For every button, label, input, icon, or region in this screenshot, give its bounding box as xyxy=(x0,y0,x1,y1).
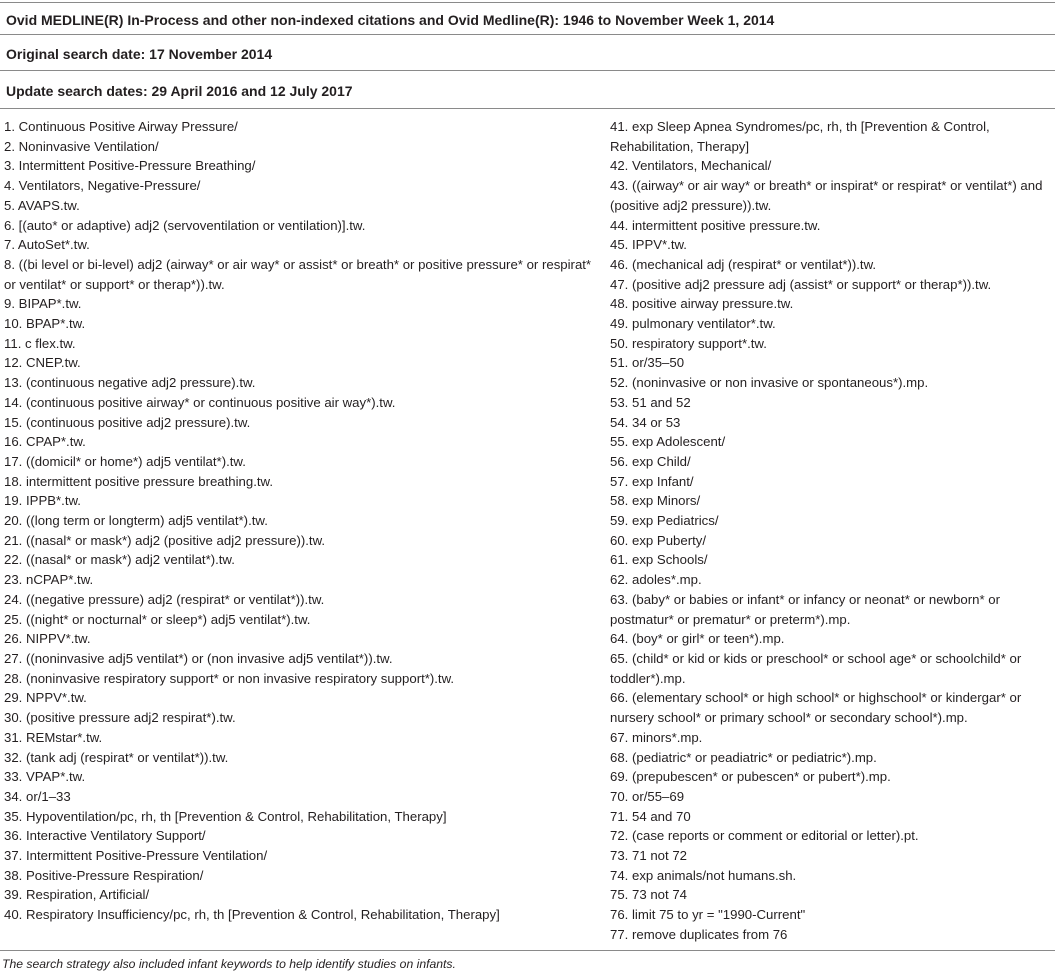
update-search-dates: Update search dates: 29 April 2016 and 12 July 2017 xyxy=(6,83,353,99)
search-line: 2. Noninvasive Ventilation/ xyxy=(4,138,159,154)
search-line: 58. exp Minors/ xyxy=(610,493,701,509)
search-line: 51. or/35–50 xyxy=(610,355,685,371)
search-line: 53. 51 and 52 xyxy=(610,394,691,410)
search-line: 76. limit 75 to yr = "1990-Current" xyxy=(610,907,806,923)
search-line: 38. Positive-Pressure Respiration/ xyxy=(4,867,204,883)
header-divider-1 xyxy=(0,34,1055,35)
search-line: 48. positive airway pressure.tw. xyxy=(610,296,794,312)
search-line: 49. pulmonary ventilator*.tw. xyxy=(610,316,776,332)
search-line: 73. 71 not 72 xyxy=(610,848,687,864)
search-line: 21. ((nasal* or mask*) adj2 (positive adj2 pressure)).tw. xyxy=(4,532,326,548)
search-line: 18. intermittent positive pressure breathing.tw. xyxy=(4,473,274,489)
search-line: 13. (continuous negative adj2 pressure).tw. xyxy=(4,375,256,391)
search-line: 60. exp Puberty/ xyxy=(610,532,707,548)
search-line: 56. exp Child/ xyxy=(610,453,691,469)
search-line: 23. nCPAP*.tw. xyxy=(4,572,94,588)
search-line: 6. [(auto* or adaptive) adj2 (servoventilation or ventilation)].tw. xyxy=(4,217,366,233)
original-search-date: Original search date: 17 November 2014 xyxy=(6,46,273,62)
search-line: 55. exp Adolescent/ xyxy=(610,434,726,450)
search-line: 41. exp Sleep Apnea Syndromes/pc, rh, th [Prevention & Control, Rehabilitation, Therapy] xyxy=(610,119,990,154)
search-line: 20. ((long term or longterm) adj5 ventilat*).tw. xyxy=(4,513,268,529)
search-line: 63. (baby* or babies or infant* or infancy or neonat* or newborn* or postmatur* or prematur* or preterm*).mp. xyxy=(610,591,1000,627)
search-line: 77. remove duplicates from 76 xyxy=(610,926,788,942)
search-line: 45. IPPV*.tw. xyxy=(610,237,687,253)
search-line: 30. (positive pressure adj2 respirat*).tw. xyxy=(4,710,236,726)
search-line: 24. ((negative pressure) adj2 (respirat* or ventilat*)).tw. xyxy=(4,591,325,607)
header-divider-3 xyxy=(0,108,1055,109)
search-line: 69. (prepubescen* or pubescen* or pubert*).mp. xyxy=(610,769,891,785)
search-line: 61. exp Schools/ xyxy=(610,552,708,568)
search-line: 57. exp Infant/ xyxy=(610,473,694,489)
search-line: 72. (case reports or comment or editorial or letter).pt. xyxy=(610,828,919,844)
search-lines-right-column xyxy=(610,117,1051,945)
search-line: 42. Ventilators, Mechanical/ xyxy=(610,158,772,174)
bottom-rule xyxy=(0,950,1055,951)
search-line: 22. ((nasal* or mask*) adj2 ventilat*).tw. xyxy=(4,552,235,568)
header-divider-2 xyxy=(0,70,1055,71)
search-line: 65. (child* or kid or kids or preschool* or school age* or schoolchild* or toddler*).mp. xyxy=(610,650,1022,686)
search-line: 1. Continuous Positive Airway Pressure/ xyxy=(4,119,238,134)
search-line: 9. BIPAP*.tw. xyxy=(4,296,82,312)
search-line: 26. NIPPV*.tw. xyxy=(4,631,91,647)
search-line: 67. minors*.mp. xyxy=(610,729,703,745)
search-line: 71. 54 and 70 xyxy=(610,808,691,824)
search-line: 31. REMstar*.tw. xyxy=(4,729,103,745)
search-line: 68. (pediatric* or peadiatric* or pediatric*).mp. xyxy=(610,749,877,765)
table-footnote: The search strategy also included infant keywords to help identify studies on infants. xyxy=(2,957,456,971)
search-line: 12. CNEP.tw. xyxy=(4,355,81,371)
search-line: 34. or/1–33 xyxy=(4,788,71,804)
search-line: 16. CPAP*.tw. xyxy=(4,434,86,450)
search-line: 11. c flex.tw. xyxy=(4,335,76,351)
search-line: 5. AVAPS.tw. xyxy=(4,197,80,213)
search-lines-left-column xyxy=(4,117,594,925)
database-heading: Ovid MEDLINE(R) In-Process and other non-indexed citations and Ovid Medline(R): 1946 to November Week 1, 2014 xyxy=(6,12,775,28)
search-line: 35. Hypoventilation/pc, rh, th [Prevention & Control, Rehabilitation, Therapy] xyxy=(4,808,447,824)
search-line: 36. Interactive Ventilatory Support/ xyxy=(4,828,206,844)
search-line: 29. NPPV*.tw. xyxy=(4,690,87,706)
search-line: 52. (noninvasive or non invasive or spontaneous*).mp. xyxy=(610,375,929,391)
search-line: 59. exp Pediatrics/ xyxy=(610,513,719,529)
search-line: 3. Intermittent Positive-Pressure Breathing/ xyxy=(4,158,256,174)
search-line: 54. 34 or 53 xyxy=(610,414,681,430)
search-line: 39. Respiration, Artificial/ xyxy=(4,887,150,903)
search-line: 14. (continuous positive airway* or continuous positive air way*).tw. xyxy=(4,394,396,410)
search-line: 25. ((night* or nocturnal* or sleep*) adj5 ventilat*).tw. xyxy=(4,611,311,627)
search-line: 37. Intermittent Positive-Pressure Ventilation/ xyxy=(4,848,268,864)
search-line: 17. ((domicil* or home*) adj5 ventilat*).tw. xyxy=(4,453,246,469)
search-line: 27. ((noninvasive adj5 ventilat*) or (non invasive adj5 ventilat*)).tw. xyxy=(4,650,393,666)
search-line: 40. Respiratory Insufficiency/pc, rh, th [Prevention & Control, Rehabilitation, Therapy] xyxy=(4,907,500,923)
search-line: 8. ((bi level or bi-level) adj2 (airway* or air way* or assist* or breath* or positive pressure* or respirat* or ventilat* or support* or therap*)).tw. xyxy=(4,256,592,292)
top-rule xyxy=(0,2,1055,3)
search-line: 28. (noninvasive respiratory support* or non invasive respiratory support*).tw. xyxy=(4,670,455,686)
search-line: 43. ((airway* or air way* or breath* or inspirat* or respirat* or ventilat*) and (positive adj2 pressure)).tw. xyxy=(610,178,1043,213)
search-line: 4. Ventilators, Negative-Pressure/ xyxy=(4,178,201,194)
search-line: 33. VPAP*.tw. xyxy=(4,769,86,785)
search-line: 64. (boy* or girl* or teen*).mp. xyxy=(610,631,785,647)
search-line: 10. BPAP*.tw. xyxy=(4,316,86,332)
search-line: 50. respiratory support*.tw. xyxy=(610,335,767,351)
search-line: 44. intermittent positive pressure.tw. xyxy=(610,217,821,233)
search-line: 66. (elementary school* or high school* or highschool* or kindergar* or nursery school* or primary school* or secondary school*).mp. xyxy=(610,690,1022,726)
search-line: 7. AutoSet*.tw. xyxy=(4,237,90,253)
search-line: 74. exp animals/not humans.sh. xyxy=(610,867,797,883)
search-line: 47. (positive adj2 pressure adj (assist* or support* or therap*)).tw. xyxy=(610,276,992,292)
search-line: 46. (mechanical adj (respirat* or ventilat*)).tw. xyxy=(610,256,877,272)
search-line: 19. IPPB*.tw. xyxy=(4,493,81,509)
search-line: 32. (tank adj (respirat* or ventilat*)).tw. xyxy=(4,749,229,765)
search-line: 15. (continuous positive adj2 pressure).tw. xyxy=(4,414,251,430)
search-line: 75. 73 not 74 xyxy=(610,887,687,903)
search-line: 62. adoles*.mp. xyxy=(610,572,702,588)
search-line: 70. or/55–69 xyxy=(610,788,685,804)
